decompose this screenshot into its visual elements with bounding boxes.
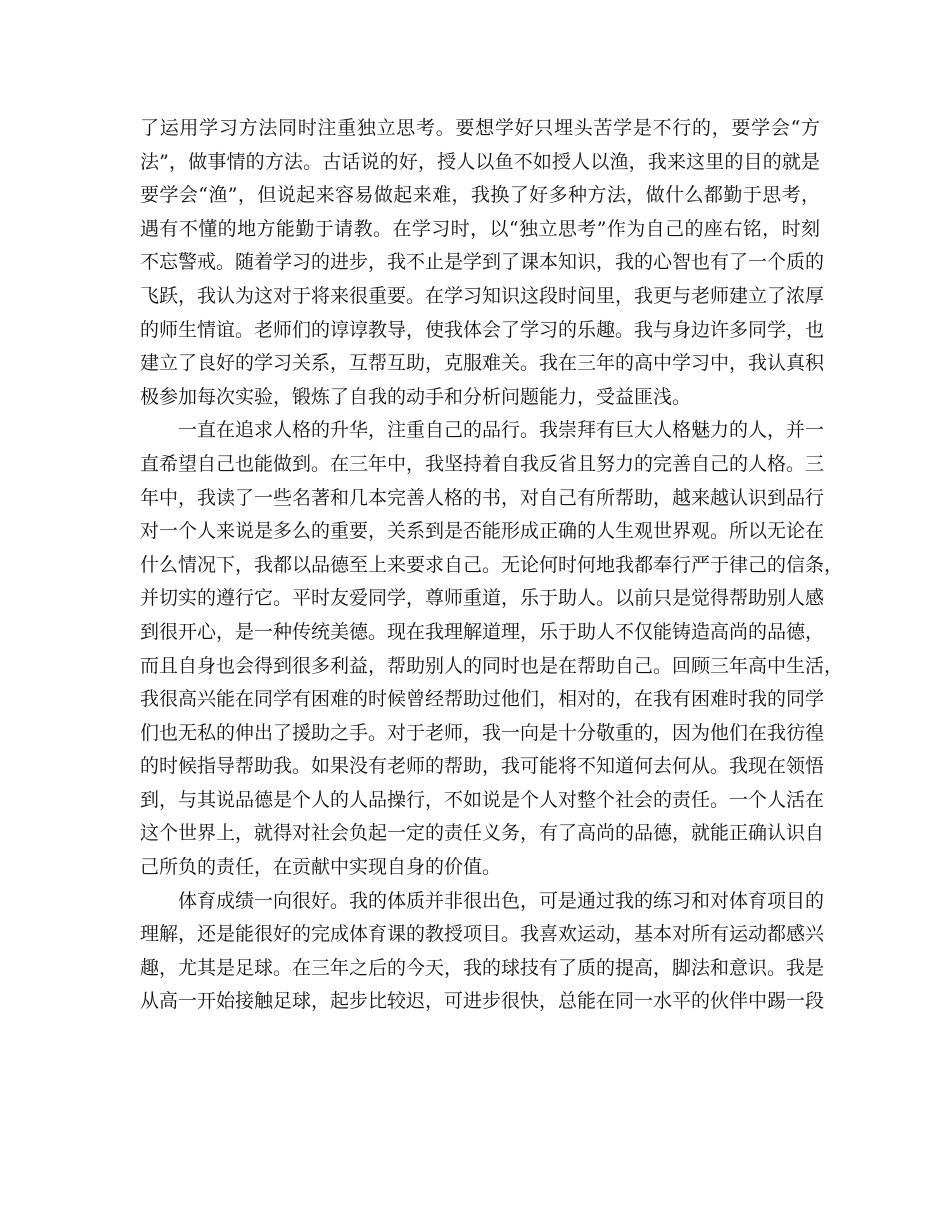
paragraph-2 [140, 414, 844, 884]
text-line: 要学会“渔”，但说起来容易做起来难，我换了好多种方法，做什么都勤于思考， [140, 184, 820, 207]
text-line: 我很高兴能在同学有困难的时候曾经帮助过他们，相对的，在我有困难时我的同学 [140, 688, 825, 711]
text-line: 趣，尤其是足球。在三年之后的今天，我的球技有了质的提高，脚法和意识。我是 [140, 956, 825, 979]
text-line: 己所负的责任，在贡献中实现自身的价值。 [140, 856, 502, 879]
text-line: 到很开心，是一种传统美德。现在我理解道理，乐于助人不仅能铸造高尚的品德， [140, 620, 825, 643]
paragraph-1 [140, 112, 825, 414]
text-line: 年中，我读了一些名著和几本完善人格的书，对自己有所帮助，越来越认识到品行 [140, 486, 825, 509]
text-line: 建立了良好的学习关系，互帮互助，克服难关。我在三年的高中学习中，我认真积 [140, 352, 825, 375]
text-line: 并切实的遵行它。平时友爱同学，尊师重道，乐于助人。以前只是觉得帮助别人感 [140, 587, 825, 610]
text-line: 们也无私的伸出了援助之手。对于老师，我一向是十分敬重的，因为他们在我彷徨 [140, 721, 825, 744]
text-line: 理解，还是能很好的完成体育课的教授项目。我喜欢运动，基本对所有运动都感兴 [140, 923, 825, 946]
text-line: 不忘警戒。随着学习的进步，我不止是学到了课本知识，我的心智也有了一个质的 [140, 251, 825, 274]
paragraph-3 [140, 885, 825, 1019]
text-line: 遇有不懂的地方能勤于请教。在学习时，以“独立思考”作为自己的座右铭，时刻 [140, 217, 820, 240]
text-line: 极参加每次实验，锻炼了自我的动手和分析问题能力，受益匪浅。 [140, 385, 692, 408]
text-line: 这个世界上，就得对社会负起一定的责任义务，有了高尚的品德，就能正确认识自 [140, 822, 825, 845]
document-page [140, 112, 844, 1019]
text-line: 的时候指导帮助我。如果没有老师的帮助，我可能将不知道何去何从。我现在领悟 [140, 755, 825, 778]
text-line: 法”，做事情的方法。古话说的好，授人以鱼不如授人以渔，我来这里的目的就是 [140, 150, 820, 173]
text-line: 一直在追求人格的升华，注重自己的品行。我崇拜有巨大人格魅力的人，并一 [178, 419, 825, 442]
text-line: 到，与其说品德是个人的人品操行，不如说是个人对整个社会的责任。一个人活在 [140, 788, 825, 811]
text-line: 对一个人来说是多么的重要，关系到是否能形成正确的人生观世界观。所以无论在 [140, 520, 825, 543]
text-line: 的师生情谊。老师们的谆谆教导，使我体会了学习的乐趣。我与身边许多同学，也 [140, 318, 825, 341]
text-line: 了运用学习方法同时注重独立思考。要想学好只埋头苦学是不行的，要学会“方 [140, 117, 820, 139]
text-line: 什么情况下，我都以品德至上来要求自己。无论何时何地我都奉行严于律己的信条， [140, 553, 844, 576]
text-line: 体育成绩一向很好。我的体质并非很出色，可是通过我的练习和对体育项目的 [178, 889, 825, 912]
text-line: 直希望自己也能做到。在三年中，我坚持着自我反省且努力的完善自己的人格。三 [140, 452, 825, 475]
text-line: 从高一开始接触足球，起步比较迟，可进步很快，总能在同一水平的伙伴中踢一段 [140, 990, 825, 1013]
text-line: 飞跃，我认为这对于将来很重要。在学习知识这段时间里，我更与老师建立了浓厚 [140, 284, 825, 307]
text-line: 而且自身也会得到很多利益，帮助别人的同时也是在帮助自己。回顾三年高中生活， [140, 654, 844, 677]
